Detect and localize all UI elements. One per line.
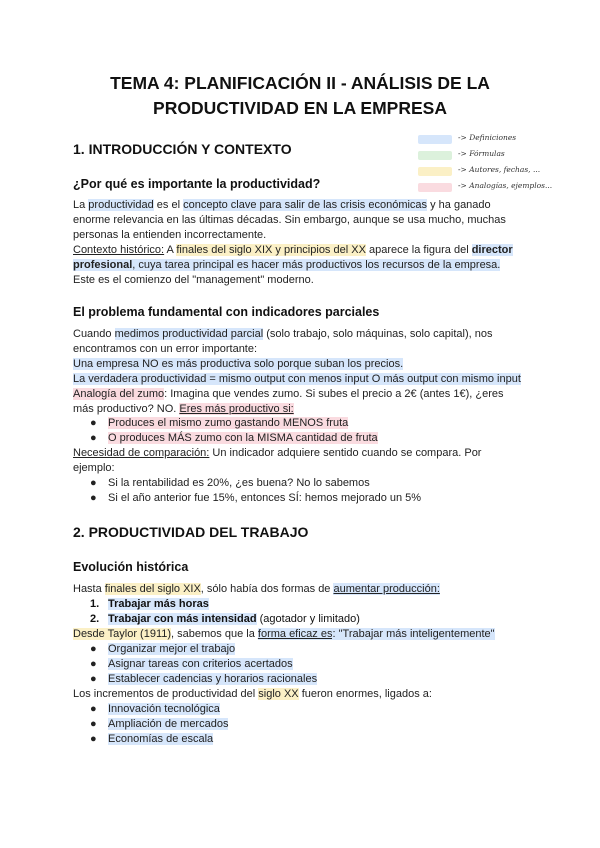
paragraph-line: Este es el comienzo del "management" moderno. [73,274,314,286]
list-item: ● Produces el mismo zumo gastando MENOS fruta [90,417,349,429]
list-item: ● Si el año anterior fue 15%, entonces SÍ: hemos mejorado un 5% [90,492,422,504]
legend-row-authors [418,165,568,177]
list-item: ● Ampliación de mercados [90,718,229,730]
legend-label: -> Definiciones [458,133,517,142]
paragraph-line: Analogía del zumo: Imagina que vendes zumo. Si subes el precio a 2€ (antes 1€), ¿eres [73,388,504,400]
legend-label: -> Fórmulas [458,149,505,158]
paragraph-line: ejemplo: [73,462,115,474]
paragraph-line: personas la entienden incorrectamente. [73,229,267,241]
numbered-item: 1. Trabajar más horas [90,598,209,610]
title-line-2: PRODUCTIVIDAD EN LA EMPRESA [153,98,447,118]
section-2-heading: 2. PRODUCTIVIDAD DEL TRABAJO [73,524,309,540]
numbered-item: 2. Trabajar con más intensidad (agotador y limitado) [90,613,360,625]
legend-swatch-blue [418,135,452,144]
paragraph-line: Una empresa NO es más productiva solo porque suban los precios. [73,358,404,370]
list-item: ● Si la rentabilidad es 20%, ¿es buena? No lo sabemos [90,477,370,489]
paragraph-line: La verdadera productividad = mismo output con menos input O más output con mismo input [73,373,521,385]
paragraph-line: Los incrementos de productividad del siglo XX fueron enormes, ligados a: [73,688,432,700]
section-1-heading: 1. INTRODUCCIÓN Y CONTEXTO [73,141,292,157]
list-item: ● O produces MÁS zumo con la MISMA cantidad de fruta [90,432,378,444]
legend-swatch-green [418,151,452,160]
legend-swatch-red [418,183,452,192]
paragraph-line: profesional, cuya tarea principal es hacer más productivos los recursos de la empresa. [73,259,501,271]
paragraph-line: Necesidad de comparación: Un indicador adquiere sentido cuando se compara. Por [73,447,482,459]
paragraph-line: La productividad es el concepto clave para salir de las crisis económicas y ha ganado [73,199,491,211]
legend-row-analogies [418,181,568,193]
page-title [60,71,540,121]
subheading-partial-indicators: El problema fundamental con indicadores parciales [73,305,380,319]
list-item: ● Asignar tareas con criterios acertados [90,658,293,670]
subheading-historical-evolution: Evolución histórica [73,560,189,574]
paragraph-line: más productivo? NO. Eres más productivo si: [73,403,294,415]
list-item: ● Organizar mejor el trabajo [90,643,236,655]
paragraph-line: Cuando medimos productividad parcial (solo trabajo, solo máquinas, solo capital), nos [73,328,493,340]
paragraph-line: enorme relevancia en las últimas décadas. Sin embargo, aunque se usa mucho, muchas [73,214,506,226]
paragraph-line: encontramos con un error importante: [73,343,258,355]
paragraph-line: Desde Taylor (1911), sabemos que la forma eficaz es: "Trabajar más inteligentemente" [73,628,495,640]
legend-row-definitions [418,133,568,145]
list-item: ● Innovación tecnológica [90,703,220,715]
legend-swatch-yellow [418,167,452,176]
subheading-importance: ¿Por qué es importante la productividad? [73,177,321,191]
color-legend [418,130,568,196]
list-item: ● Establecer cadencias y horarios racionales [90,673,318,685]
list-item: ● Economías de escala [90,733,214,745]
legend-label: -> Autores, fechas, ... [458,165,541,174]
paragraph-line: Hasta finales del siglo XIX, sólo había dos formas de aumentar producción: [73,583,440,595]
paragraph-line: Contexto histórico: A finales del siglo XIX y principios del XX aparece la figura del director [73,244,513,256]
title-line-1: TEMA 4: PLANIFICACIÓN II - ANÁLISIS DE LA [110,73,490,93]
legend-row-formulas [418,149,568,161]
legend-label: -> Analogías, ejemplos... [458,181,553,190]
